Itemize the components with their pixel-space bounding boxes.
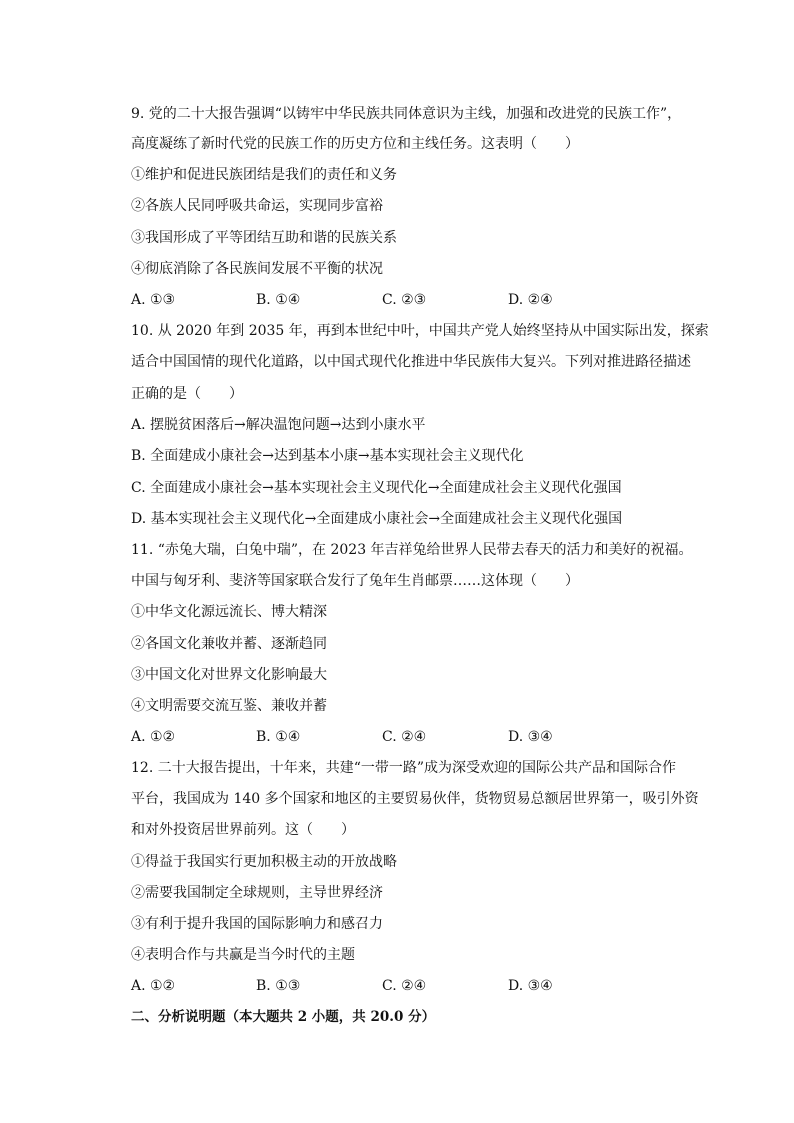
question-12-stem-line-3: 和对外投资居世界前列。这（ ） [131, 822, 355, 838]
question-10-stem-line-3: 正确的是（ ） [131, 386, 243, 402]
question-9-option-a: A. ①③ [131, 292, 176, 308]
question-9-stem-line-1: 9. 党的二十大报告强调“以铸牢中华民族共同体意识为主线，加强和改进党的民族工作”， [131, 106, 682, 122]
question-9-option-d: D. ②④ [508, 292, 553, 308]
question-9-option-b: B. ①④ [256, 292, 301, 308]
question-11-option-c: C. ②④ [382, 729, 427, 745]
question-12-stem-line-2: 平台，我国成为 140 多个国家和地区的主要贸易伙伴，货物贸易总额居世界第一，吸引外资 [131, 791, 699, 807]
question-10-choice-b: B. 全面建成小康社会→达到基本小康→基本实现社会主义现代化 [131, 448, 524, 464]
question-9-option-c: C. ②③ [382, 292, 427, 308]
question-11-option-d: D. ③④ [508, 729, 553, 745]
question-12-statement-1: ①得益于我国实行更加积极主动的开放战略 [131, 854, 397, 870]
question-10-stem-line-1: 10. 从 2020 年到 2035 年，再到本世纪中叶，中国共产党人始终坚持从中国实际出发，探索 [131, 323, 709, 339]
question-10-choice-a: A. 摆脱贫困落后→解决温饱问题→达到小康水平 [131, 417, 426, 433]
question-12-stem-line-1: 12. 二十大报告提出，十年来，共建“一带一路”成为深受欢迎的国际公共产品和国际合作 [131, 760, 677, 776]
section-heading: 二、分析说明题（本大题共 2 小题，共 20.0 分） [131, 1009, 436, 1025]
question-12-option-c: C. ②④ [382, 978, 427, 994]
question-10-choice-c: C. 全面建成小康社会→基本实现社会主义现代化→全面建成社会主义现代化强国 [131, 480, 622, 496]
question-11-statement-2: ②各国文化兼收并蓄、逐渐趋同 [131, 636, 327, 652]
question-9-stem-line-2: 高度凝练了新时代党的民族工作的历史方位和主线任务。这表明（ ） [131, 136, 579, 152]
question-10-stem-line-2: 适合中国国情的现代化道路，以中国式现代化推进中华民族伟大复兴。下列对推进路径描述 [131, 354, 691, 370]
question-11-stem-line-1: 11. “赤兔大瑞，白兔中瑞”，在 2023 年吉祥兔给世界人民带去春天的活力和美好的祝福。 [131, 542, 693, 558]
question-12-option-d: D. ③④ [508, 978, 553, 994]
question-12-statement-4: ④表明合作与共赢是当今时代的主题 [131, 947, 355, 963]
question-11-statement-4: ④文明需要交流互鉴、兼收并蓄 [131, 698, 327, 714]
question-9-statement-2: ②各族人民同呼吸共命运，实现同步富裕 [131, 198, 383, 214]
question-12-statement-2: ②需要我国制定全球规则，主导世界经济 [131, 885, 383, 901]
question-12-option-b: B. ①③ [256, 978, 301, 994]
question-11-option-b: B. ①④ [256, 729, 301, 745]
question-9-statement-1: ①维护和促进民族团结是我们的责任和义务 [131, 167, 397, 183]
question-11-statement-3: ③中国文化对世界文化影响最大 [131, 667, 327, 683]
question-12-statement-3: ③有利于提升我国的国际影响力和感召力 [131, 916, 383, 932]
question-11-statement-1: ①中华文化源远流长、博大精深 [131, 604, 327, 620]
question-9-statement-3: ③我国形成了平等团结互助和谐的民族关系 [131, 230, 397, 246]
question-12-option-a: A. ①② [131, 978, 176, 994]
question-11-option-a: A. ①② [131, 729, 176, 745]
question-9-statement-4: ④彻底消除了各民族间发展不平衡的状况 [131, 261, 383, 277]
question-11-stem-line-2: 中国与匈牙利、斐济等国家联合发行了兔年生肖邮票……这体现（ ） [131, 573, 579, 589]
question-10-choice-d: D. 基本实现社会主义现代化→全面建成小康社会→全面建成社会主义现代化强国 [131, 511, 623, 527]
